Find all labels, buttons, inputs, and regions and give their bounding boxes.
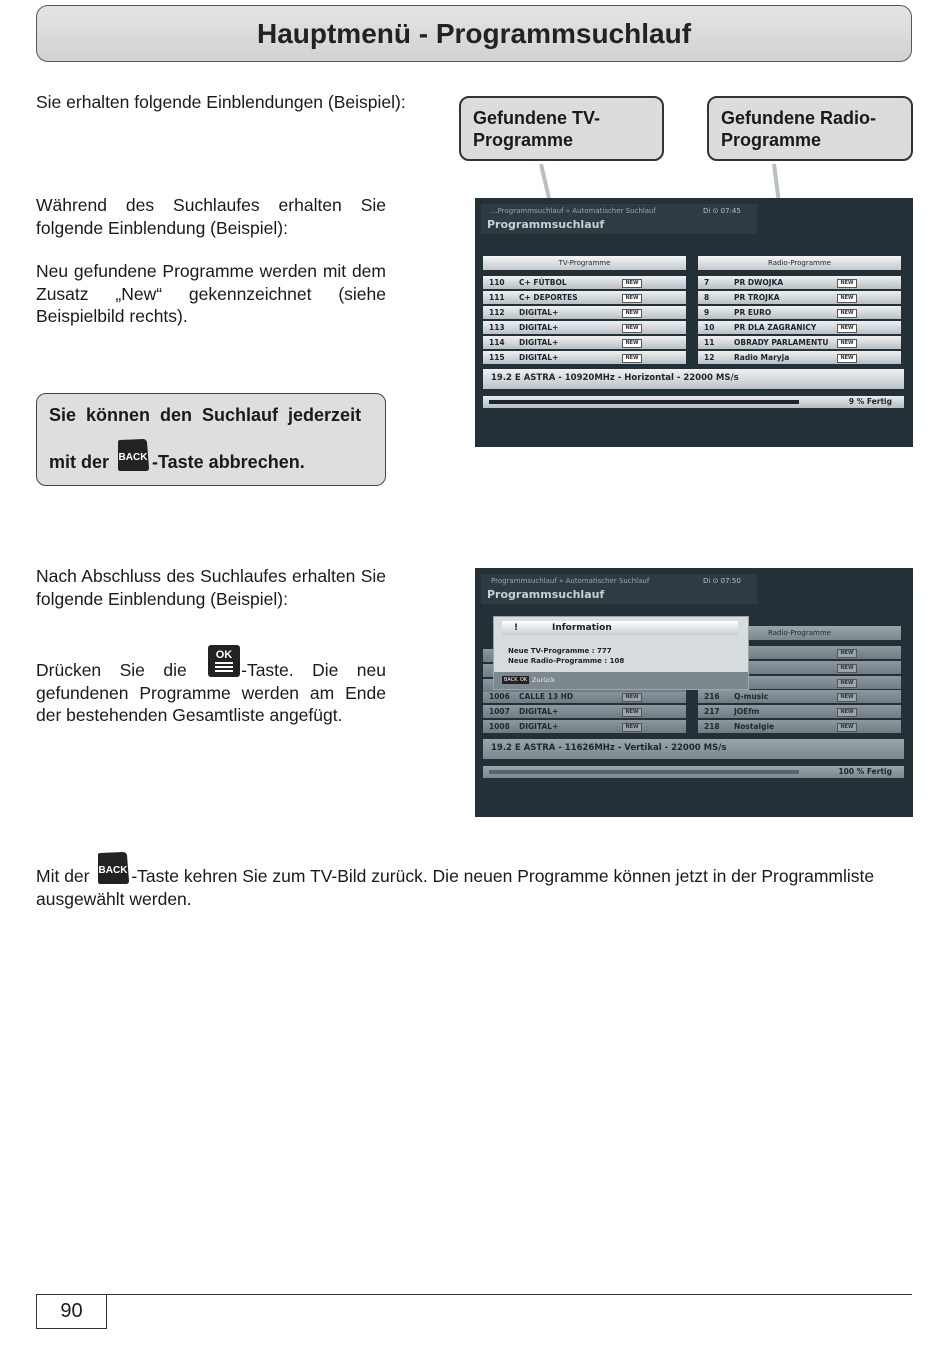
programme-name: JOEfm xyxy=(734,707,760,716)
screen2-header xyxy=(481,574,757,604)
press-ok-paragraph xyxy=(36,649,386,727)
programme-number: 111 xyxy=(489,293,505,302)
new-marked-text: Neu gefundene Programme werden mit dem Zusatz „New“ gekennzeichnet (siehe Beispielbild rechts). xyxy=(36,261,386,326)
programme-row xyxy=(698,306,901,319)
programme-row xyxy=(698,720,901,733)
new-badge: NEW xyxy=(837,354,857,363)
programme-row xyxy=(483,321,686,334)
programme-number: 218 xyxy=(704,722,720,731)
programme-name: DIGITAL+ xyxy=(519,323,559,332)
dialog-title-bar xyxy=(502,621,738,635)
programme-row xyxy=(483,705,686,718)
new-badge: NEW xyxy=(837,324,857,333)
programme-name: DIGITAL+ xyxy=(519,338,559,347)
warning-icon: ! xyxy=(514,623,519,633)
programme-row xyxy=(698,276,901,289)
programme-number: 10 xyxy=(704,323,715,332)
screen2-transponder-info: 19.2 E ASTRA - 11626MHz - Vertikal - 22000 MS/s xyxy=(491,743,727,753)
back-key-icon xyxy=(115,438,151,472)
back-key-label-2: BACK xyxy=(98,865,128,877)
programme-number: 114 xyxy=(489,338,505,347)
dialog-new-radio: Neue Radio-Programme : 108 xyxy=(508,657,625,665)
new-badge: NEW xyxy=(837,649,857,658)
notice-line-1 xyxy=(49,405,373,426)
screen-clock: Di ⊙ 07:45 xyxy=(703,207,741,215)
programme-row xyxy=(483,291,686,304)
new-badge: NEW xyxy=(837,664,857,673)
footer-rule xyxy=(36,1294,912,1295)
intro-text: Sie erhalten folgende Einblendungen (Beispiel): xyxy=(36,92,406,112)
back-post: -Taste kehren Sie zum TV-Bild zurück. Die neuen Programme können jetzt in der Programmliste ausgewählt werden. xyxy=(36,866,875,909)
press-ok-text xyxy=(36,649,386,727)
notice-line-2 xyxy=(49,452,109,473)
programme-name: PR DLA ZAGRANICY xyxy=(734,323,817,332)
programme-number: 1006 xyxy=(489,692,510,701)
back-key-label: BACK xyxy=(118,452,148,463)
screen2-progress-track xyxy=(489,770,799,774)
programme-name: CALLE 13 HD xyxy=(519,692,574,701)
new-badge: NEW xyxy=(837,309,857,318)
screen2-progress-bar xyxy=(483,766,904,778)
programme-name: Radio Maryja xyxy=(734,353,790,362)
page-number-text: 90 xyxy=(60,1299,83,1322)
new-badge: NEW xyxy=(622,279,642,288)
programme-row xyxy=(698,351,901,364)
cancel-notice xyxy=(36,393,386,486)
screen2-transponder-bar xyxy=(483,739,904,759)
search-screen-example xyxy=(475,198,913,447)
dialog-ok-key-icon[interactable]: OK xyxy=(520,677,528,683)
notice-line-2-post: -Taste abbrechen. xyxy=(152,452,305,472)
screen-breadcrumb: ...Programmsuchlauf » Automatischer Suchlauf xyxy=(491,207,656,215)
screen2-clock: Di ⊙ 07:50 xyxy=(703,577,741,585)
new-badge: NEW xyxy=(622,723,642,732)
screen2-title: Programmsuchlauf xyxy=(487,588,605,601)
new-badge: NEW xyxy=(622,324,642,333)
new-badge: NEW xyxy=(622,693,642,702)
back-to-tv-paragraph xyxy=(36,865,914,910)
screen2-radio-column-header: Radio-Programme xyxy=(698,626,901,640)
callout-tv-label: Gefundene TV-Programme xyxy=(473,108,601,150)
programme-name: DIGITAL+ xyxy=(519,707,559,716)
callout-tv-programmes xyxy=(459,96,664,161)
programme-name: C+ DEPORTES xyxy=(519,293,578,302)
programme-name: OBRADY PARLAMENTU xyxy=(734,338,829,347)
programme-row xyxy=(483,336,686,349)
programme-name: C+ FÚTBOL xyxy=(519,278,567,287)
callout-radio-programmes xyxy=(707,96,913,161)
programme-number: 12 xyxy=(704,353,715,362)
new-badge: NEW xyxy=(837,679,857,688)
transponder-bar xyxy=(483,369,904,389)
programme-number: 217 xyxy=(704,707,720,716)
page-title: Hauptmenü - Programmsuchlauf xyxy=(36,5,912,62)
programme-row xyxy=(483,720,686,733)
programme-number: 113 xyxy=(489,323,505,332)
new-badge: NEW xyxy=(622,339,642,348)
dialog-back-action[interactable]: Zurück xyxy=(532,676,555,684)
radio-column-header: Radio-Programme xyxy=(698,256,901,270)
programme-name: Q-music xyxy=(734,692,769,701)
result-screen-example xyxy=(475,568,913,817)
press-ok-pre: Drücken Sie die xyxy=(36,660,187,680)
during-search-text: Während des Suchlaufes erhalten Sie folgende Einblendung (Beispiel): xyxy=(36,195,386,238)
programme-number: 115 xyxy=(489,353,505,362)
programme-number: 7 xyxy=(704,278,710,287)
new-badge: NEW xyxy=(837,693,857,702)
dialog-back-key-icon[interactable]: BACK xyxy=(504,677,518,683)
programme-number: 112 xyxy=(489,308,505,317)
search-progress-bar xyxy=(483,396,904,408)
new-badge: NEW xyxy=(622,354,642,363)
page-number xyxy=(36,1294,107,1329)
notice-line-2-post-wrap xyxy=(152,452,305,473)
new-badge: NEW xyxy=(837,708,857,717)
press-ok-post: -Taste. Die neu gefundenen Programme werden am Ende der bestehenden Gesamtliste angefügt. xyxy=(36,660,386,725)
screen2-breadcrumb: Programmsuchlauf » Automatischer Suchlauf xyxy=(491,577,650,585)
programme-name: PR TROJKA xyxy=(734,293,780,302)
screen-title: Programmsuchlauf xyxy=(487,218,605,231)
new-badge: NEW xyxy=(837,339,857,348)
after-search-text: Nach Abschluss des Suchlaufes erhalten Sie folgende Einblendung (Beispiel): xyxy=(36,566,386,609)
programme-name: PR EURO xyxy=(734,308,772,317)
notice-line-2-pre: mit der xyxy=(49,452,110,472)
programme-row xyxy=(698,321,901,334)
notice-line-1-text: Sie können den Suchlauf jederzeit xyxy=(49,405,362,425)
back-key-icon-2 xyxy=(95,851,131,885)
dialog-new-tv: Neue TV-Programme : 777 xyxy=(508,647,612,655)
ok-key-icon xyxy=(207,644,241,678)
new-badge: NEW xyxy=(622,309,642,318)
programme-number: 11 xyxy=(704,338,715,347)
programme-number: 1008 xyxy=(489,722,510,731)
programme-row xyxy=(483,306,686,319)
screen-header xyxy=(481,204,757,234)
transponder-info: 19.2 E ASTRA - 10920MHz - Horizontal - 22000 MS/s xyxy=(491,373,739,383)
ok-key-label: OK xyxy=(215,649,233,662)
new-badge: NEW xyxy=(837,279,857,288)
programme-row xyxy=(698,690,901,703)
programme-number: 216 xyxy=(704,692,720,701)
programme-name: DIGITAL+ xyxy=(519,308,559,317)
new-badge: NEW xyxy=(837,723,857,732)
programme-row xyxy=(698,291,901,304)
new-badge: NEW xyxy=(837,294,857,303)
programme-name: PR DWOJKA xyxy=(734,278,784,287)
new-badge: NEW xyxy=(622,294,642,303)
programme-name: DIGITAL+ xyxy=(519,353,559,362)
programme-row xyxy=(483,351,686,364)
progress-text: 9 % Fertig xyxy=(848,397,892,406)
programme-number: 9 xyxy=(704,308,710,317)
programme-number: 110 xyxy=(489,278,505,287)
tv-column-header: TV-Programme xyxy=(483,256,686,270)
dialog-title: Information xyxy=(552,623,612,633)
programme-name: Nostalgie xyxy=(734,722,775,731)
information-dialog xyxy=(493,616,749,690)
back-pre: Mit der xyxy=(36,866,90,886)
programme-number: 1007 xyxy=(489,707,510,716)
dialog-footer xyxy=(494,672,748,689)
progress-track xyxy=(489,400,799,404)
programme-row xyxy=(698,336,901,349)
programme-number: 8 xyxy=(704,293,710,302)
screen2-progress-text: 100 % Fertig xyxy=(838,767,892,776)
programme-row xyxy=(698,705,901,718)
callout-radio-label: Gefundene Radio-Programme xyxy=(721,108,877,150)
new-badge: NEW xyxy=(622,708,642,717)
programme-name: DIGITAL+ xyxy=(519,722,559,731)
programme-row xyxy=(483,276,686,289)
